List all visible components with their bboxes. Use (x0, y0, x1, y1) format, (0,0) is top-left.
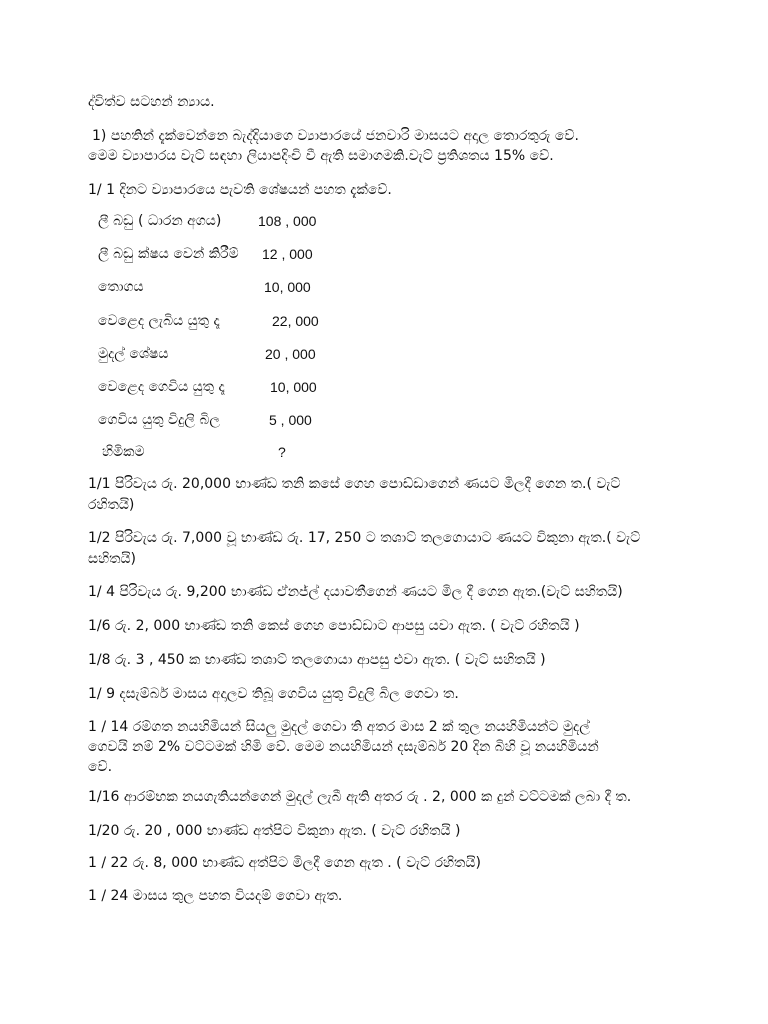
balance-value: 10, 000 (264, 279, 311, 295)
transaction-line: 1/2 පිරිවැය රු. 7,000 වූ භාණ්ඩ රු. 17, 250 ට තශාට් තලගොයාට ණයට විකුනා ඇත.( වැට් (88, 530, 641, 546)
balance-row (98, 210, 418, 232)
transaction-line: 1/ 4 පිරිවැය රු. 9,200 භාණ්ඩ ඒනජ්ල් දයාවතීගෙන් ණයට මිල දී ගෙන ඇත.(වැට් සහිතයි) (88, 584, 623, 600)
transaction-line: සහිතයි) (88, 551, 136, 567)
balance-value: ? (278, 444, 286, 460)
balance-value: 10, 000 (270, 379, 317, 395)
balance-row (98, 376, 418, 398)
transaction-line: 1/6 රු. 2, 000 භාණ්ඩ තනි කෙස් ගෙහ පොඩ්ඩාට ආපසු යවා ඇත. ( වැට් රහිතයි ) (88, 618, 580, 634)
balance-row (98, 409, 418, 431)
intro-line-2: මෙම ව්‍යාපාරය වැට් සඳහා ලියාපදිංචි වී ඇති සමාගමකි.වැට් ප්‍රතිශතය 15% වේ. (88, 148, 554, 164)
transaction-line: වේ. (88, 759, 113, 775)
intro-line-1: 1) පහතින් දැක්වෙන්නෙ බැද්දියාගෙ ව්‍යාපාරයේ ජනවාරි මාසයට අදාල තොරතුරු වේ. (92, 128, 579, 144)
balance-label: තොගය (98, 279, 144, 295)
balance-label: වෙළෙද ලැබිය යුතු දෑ (98, 313, 220, 329)
transaction-line: 1/16 ආරම්භක නයගැතියන්ගෙන් මුදල් ලැබී ඇති අතර රු . 2, 000 ක දුන් වට්ටමක් ලබා දී ත. (88, 789, 632, 805)
balance-value: 12 , 000 (262, 246, 313, 262)
transaction-line: 1/8 රු. 3 , 450 ක භාණ්ඩ තශාට් තලගොයා ආපසු එවා ඇත. ( වැට් සහිතයි ) (88, 652, 546, 668)
balance-label: මුදල් ශේෂය (98, 346, 169, 362)
document-title: ද්විත්ව සටහන් න්‍යාය. (88, 94, 215, 110)
transaction-line: 1/ 9 දසැම්බර් මාසය අදාලව තිබූ ගෙවිය යුතු විදුලි බිල ගෙවා ත. (88, 686, 459, 702)
balance-value: 5 , 000 (269, 412, 312, 428)
transaction-line: රහිතයි) (88, 497, 135, 513)
balance-row (98, 343, 418, 365)
transaction-line: 1 / 24 මාසය තුල පහත වියදම් ගෙවා ඇත. (88, 888, 343, 904)
balance-label: ලී බඩු ක්ෂය වෙන් කිරීම් (98, 246, 239, 262)
balance-row (98, 310, 418, 332)
balance-label: හිමිකම (102, 444, 145, 460)
transaction-line: 1/20 රු. 20 , 000 භාණ්ඩ අත්පිට විකුනා ඇත. ( වැට් රහිතයි ) (88, 823, 461, 839)
balance-label: ගෙවිය යුතු විදුලි බිල (98, 412, 221, 428)
balance-row (98, 441, 418, 463)
balances-heading: 1/ 1 දිනට ව්‍යාපාරයෙ පැවති ශේෂයන් පහත දැක්වේ. (88, 182, 392, 198)
balance-row (98, 243, 418, 265)
balance-value: 108 , 000 (258, 213, 317, 229)
balance-label: ලී බඩු ( ධාරන අගය) (98, 213, 222, 229)
transaction-line: 1/1 පිරිවැය රු. 20,000 භාණ්ඩ තනි කසේ ගෙහ පොඩ්ඩාගෙන් ණයට මිලදී ගෙන ත.( වැට් (88, 476, 621, 492)
transaction-line: 1 / 22 රු. 8, 000 භාණ්ඩ අත්පිට මිලදී ගෙන ඇත . ( වැට් රහිතයි) (88, 855, 481, 871)
balance-value: 22, 000 (272, 313, 319, 329)
balance-label: වෙළෙද ගෙවිය යුතු දෑ (98, 379, 225, 395)
balance-row (98, 276, 418, 298)
transaction-line: 1 / 14 රම්ගත නයහිමියන් සියලු මුදල් ගෙවා ති අතර මාස 2 ක් තුල නයහිමියන්ට මුදල් (88, 719, 590, 735)
transaction-line: ගෙවයි නම් 2% වට්ටමක් හිමි වේ. මෙම නයහිමියන් දසැම්බර් 20 දින බිහි වූ නයහිමියන් (88, 739, 599, 755)
balance-value: 20 , 000 (265, 346, 316, 362)
